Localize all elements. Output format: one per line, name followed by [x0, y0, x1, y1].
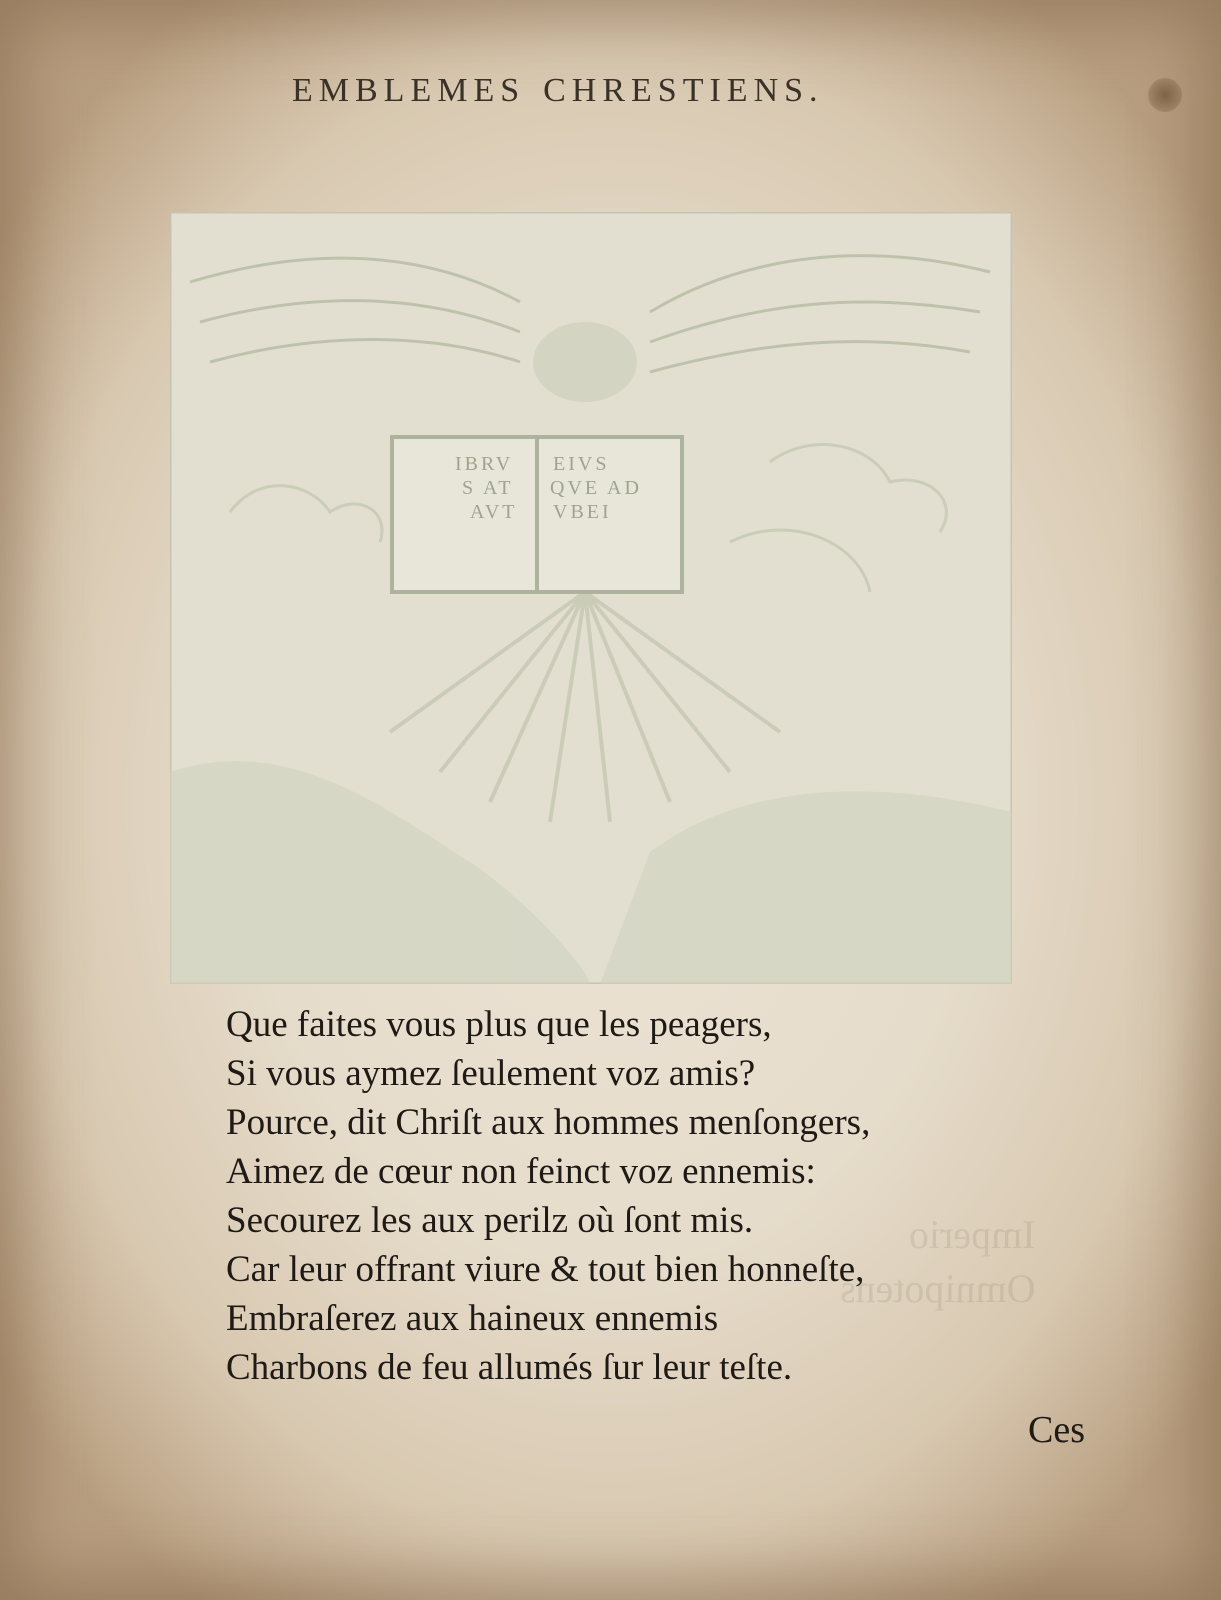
- verse-line: Charbons de feu allumés ſur leur teſte.: [226, 1347, 793, 1388]
- emblem-engraving: [170, 212, 1012, 984]
- book-left-line-3: AVT: [470, 501, 518, 523]
- verse-line: Secourez les aux perilz où ſont mis.: [226, 1200, 754, 1241]
- verse-line: Pource, dit Chriſt aux hommes menſongers,: [226, 1102, 871, 1143]
- book-right-line-1: EIVS: [553, 453, 610, 475]
- catchword: Ces: [1028, 1409, 1085, 1451]
- ink-stain: [1148, 78, 1182, 112]
- verse-line: Que faites vous plus que les peagers,: [226, 1004, 772, 1045]
- running-head-word-1: EMBLEMES: [292, 72, 526, 109]
- running-head-word-2: CHRESTIENS.: [543, 72, 824, 109]
- book-right-line-3: VBEI: [553, 501, 612, 523]
- verse-line: Si vous aymez ſeulement voz amis?: [226, 1053, 756, 1094]
- book-left-line-2: S AT: [462, 477, 514, 499]
- verse-line: Car leur offrant viure & tout bien honneſte,: [226, 1249, 865, 1290]
- running-head: [292, 72, 824, 110]
- verse-line: Embraſerez aux haineux ennemis: [226, 1298, 719, 1339]
- verse-line: Aimez de cœur non feinct voz ennemis:: [226, 1151, 816, 1192]
- verse-stanza: [226, 1000, 870, 1392]
- dove-body: [533, 322, 637, 402]
- show-through-text: Imperio Omnipotens: [840, 1212, 1036, 1311]
- book-right-line-2: QVE AD: [550, 477, 642, 499]
- open-book: [392, 437, 682, 592]
- book-left-line-1: IBRV: [455, 453, 514, 475]
- emblem-illustration: [170, 212, 1012, 984]
